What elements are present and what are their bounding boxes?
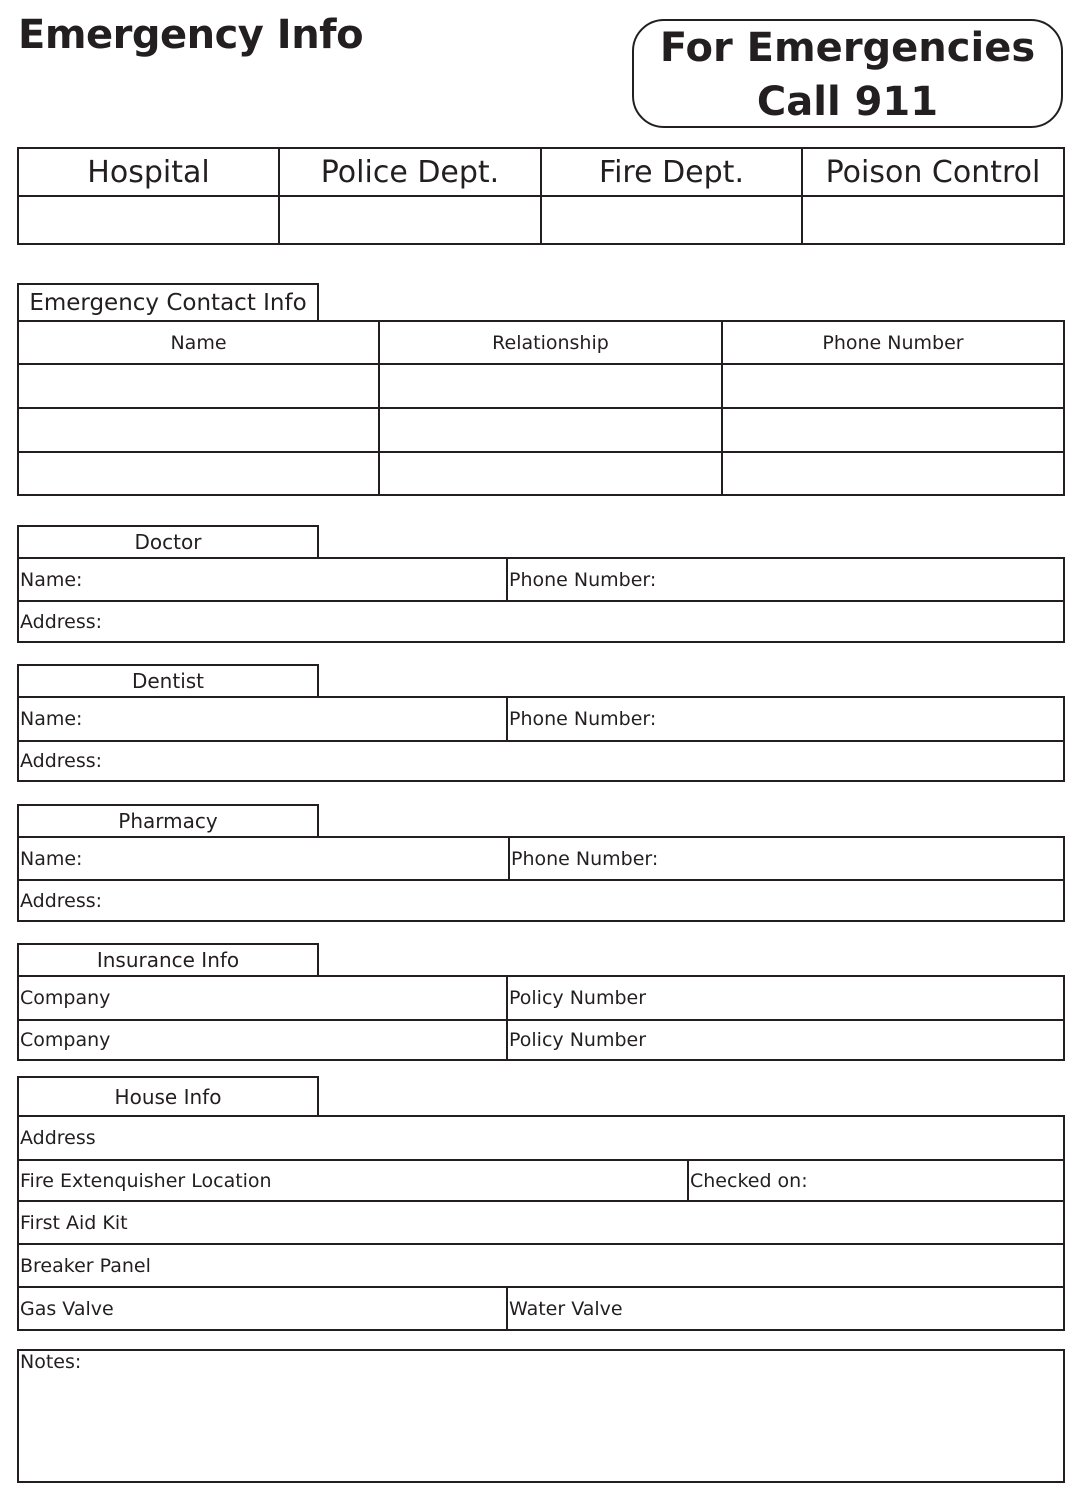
- insurance-policy-field[interactable]: Policy Number: [506, 975, 1065, 1021]
- house-label: House Info: [17, 1076, 319, 1117]
- insurance-company-field[interactable]: Company: [17, 1019, 508, 1061]
- col-relationship: Relationship: [378, 320, 723, 365]
- col-name: Name: [17, 320, 380, 365]
- gas-valve-field[interactable]: Gas Valve: [17, 1286, 508, 1331]
- pharmacy-label: Pharmacy: [17, 804, 319, 838]
- police-field[interactable]: [278, 195, 542, 245]
- poison-field[interactable]: [801, 195, 1065, 245]
- dentist-name-field[interactable]: Name:: [17, 696, 508, 742]
- fire-field[interactable]: [540, 195, 803, 245]
- house-address-field[interactable]: Address: [17, 1115, 1065, 1161]
- doctor-address-field[interactable]: Address:: [17, 600, 1065, 643]
- doctor-phone-field[interactable]: Phone Number:: [506, 557, 1065, 602]
- dentist-address-field[interactable]: Address:: [17, 740, 1065, 782]
- contact-relationship-field[interactable]: [378, 363, 723, 409]
- dentist-label: Dentist: [17, 664, 319, 698]
- dentist-phone-field[interactable]: Phone Number:: [506, 696, 1065, 742]
- hospital-field[interactable]: [17, 195, 280, 245]
- first-aid-field[interactable]: First Aid Kit: [17, 1200, 1065, 1245]
- poison-header: Poison Control: [801, 147, 1065, 197]
- page-title: Emergency Info: [18, 12, 364, 58]
- insurance-policy-field[interactable]: Policy Number: [506, 1019, 1065, 1061]
- insurance-company-field[interactable]: Company: [17, 975, 508, 1021]
- notes-label: Notes:: [20, 1351, 82, 1373]
- police-header: Police Dept.: [278, 147, 542, 197]
- contact-relationship-field[interactable]: [378, 407, 723, 453]
- doctor-name-field[interactable]: Name:: [17, 557, 508, 602]
- contact-relationship-field[interactable]: [378, 451, 723, 496]
- contact-phone-field[interactable]: [721, 363, 1065, 409]
- pharmacy-phone-field[interactable]: Phone Number:: [508, 836, 1065, 881]
- fire-extinguisher-field[interactable]: Fire Extenquisher Location: [17, 1159, 689, 1202]
- callout-line1: For Emergencies: [659, 25, 1036, 71]
- pharmacy-name-field[interactable]: Name:: [17, 836, 510, 881]
- hospital-header: Hospital: [17, 147, 280, 197]
- pharmacy-address-field[interactable]: Address:: [17, 879, 1065, 922]
- contacts-label: Emergency Contact Info: [17, 283, 319, 322]
- water-valve-field[interactable]: Water Valve: [506, 1286, 1065, 1331]
- col-phone: Phone Number: [721, 320, 1065, 365]
- contact-name-field[interactable]: [17, 451, 380, 496]
- emergency-callout: [632, 19, 1063, 128]
- checked-on-field[interactable]: Checked on:: [687, 1159, 1065, 1202]
- contact-name-field[interactable]: [17, 363, 380, 409]
- contact-phone-field[interactable]: [721, 451, 1065, 496]
- notes-field[interactable]: [17, 1349, 1065, 1483]
- contact-phone-field[interactable]: [721, 407, 1065, 453]
- breaker-panel-field[interactable]: Breaker Panel: [17, 1243, 1065, 1288]
- doctor-label: Doctor: [17, 525, 319, 559]
- insurance-label: Insurance Info: [17, 943, 319, 977]
- callout-line2: Call 911: [756, 79, 939, 125]
- fire-header: Fire Dept.: [540, 147, 803, 197]
- contact-name-field[interactable]: [17, 407, 380, 453]
